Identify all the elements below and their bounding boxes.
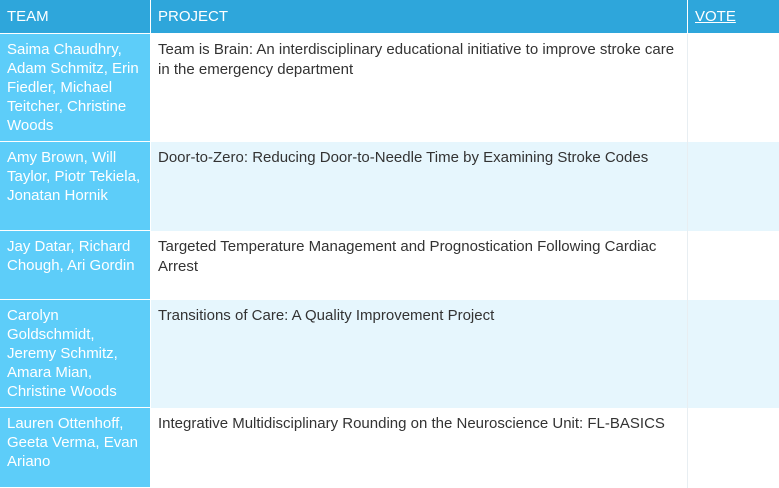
team-column-header bbox=[0, 0, 151, 34]
team-header-label: TEAM bbox=[7, 8, 49, 25]
team-cell: Amy Brown, Will Taylor, Piotr Tekiela, Jonatan Hornik bbox=[0, 142, 151, 231]
vote-cell[interactable] bbox=[688, 231, 779, 300]
project-header-label: PROJECT bbox=[158, 8, 229, 25]
team-cell: Jay Datar, Richard Chough, Ari Gordin bbox=[0, 231, 151, 300]
project-cell: Targeted Temperature Management and Prognostication Following Cardiac Arrest bbox=[151, 231, 688, 300]
project-cell: Team is Brain: An interdisciplinary educational initiative to improve stroke care in the emergency department bbox=[151, 34, 688, 142]
team-cell: Carolyn Goldschmidt, Jeremy Schmitz, Amara Mian, Christine Woods bbox=[0, 300, 151, 408]
project-cell: Door-to-Zero: Reducing Door-to-Needle Time by Examining Stroke Codes bbox=[151, 142, 688, 231]
vote-header-link[interactable]: VOTE bbox=[695, 8, 736, 25]
vote-column-header bbox=[688, 0, 779, 34]
project-cell: Transitions of Care: A Quality Improvement Project bbox=[151, 300, 688, 408]
project-cell: Integrative Multidisciplinary Rounding on the Neuroscience Unit: FL-BASICS bbox=[151, 408, 688, 488]
project-column-header bbox=[151, 0, 688, 34]
vote-cell[interactable] bbox=[688, 142, 779, 231]
vote-cell[interactable] bbox=[688, 34, 779, 142]
team-cell: Lauren Ottenhoff, Geeta Verma, Evan Ariano bbox=[0, 408, 151, 488]
team-cell: Saima Chaudhry, Adam Schmitz, Erin Fiedler, Michael Teitcher, Christine Woods bbox=[0, 34, 151, 142]
vote-cell[interactable] bbox=[688, 408, 779, 488]
vote-cell[interactable] bbox=[688, 300, 779, 408]
